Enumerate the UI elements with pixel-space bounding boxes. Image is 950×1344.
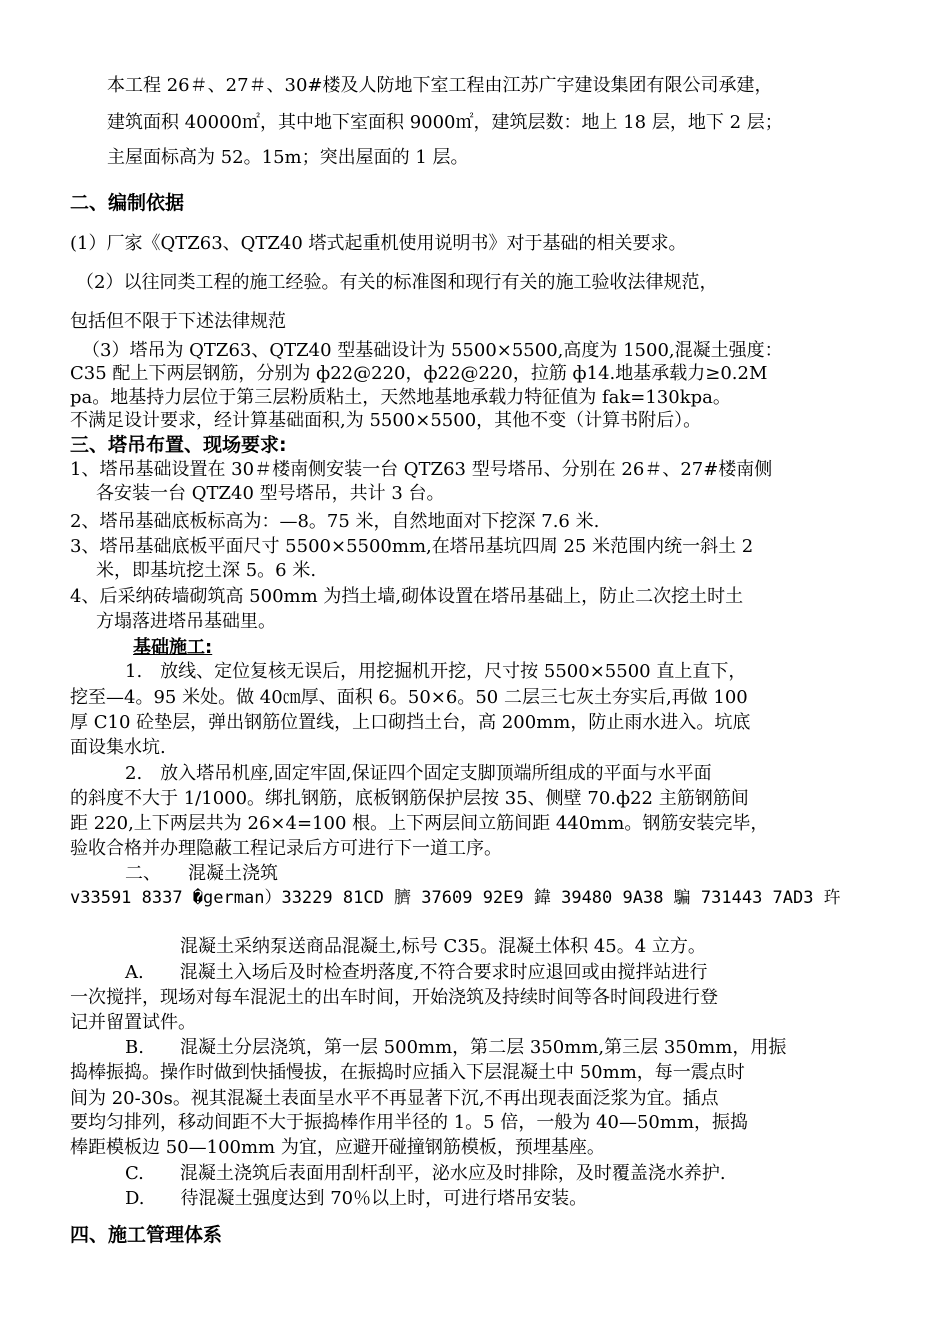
- garbled-code-line: v33591 8337 �german）33229 81CD 臍 37609 92E9 鍏 39480 9A38 騙 731443 7AD3 玝: [70, 888, 841, 908]
- layout-line: 米，即基坑挖土深 5。6 米.: [96, 560, 317, 581]
- basis-line: 不满足设计要求，经计算基础面积,为 5500×5500，其他不变（计算书附后）。: [70, 410, 702, 431]
- concrete-line: A. 混凝土入场后及时检查坍落度,不符合要求时应退回或由搅拌站进行: [125, 962, 708, 983]
- concrete-line: D. 待混凝土强度达到 70％以上时，可进行塔吊安装。: [125, 1188, 588, 1209]
- basis-line: (1）厂家《QTZ63、QTZ40 塔式起重机使用说明书》对于基础的相关要求。: [70, 233, 687, 254]
- section-heading-management: 四、施工管理体系: [70, 1224, 223, 1246]
- foundation-line: 面设集水坑.: [70, 737, 166, 758]
- section-heading-basis: 二、编制依据: [70, 192, 185, 214]
- foundation-line: 的斜度不大于 1/1000。绑扎钢筋，底板钢筋保护层按 35、侧壁 70.ф22 主筋钢筋间: [70, 788, 749, 809]
- layout-line: 3、塔吊基础底板平面尺寸 5500×5500mm,在塔吊基坑四周 25 米范围内统一斜土 2: [70, 536, 754, 557]
- foundation-line: 1. 放线、定位复核无误后，用挖掘机开挖，尺寸按 5500×5500 直上直下，: [125, 661, 747, 682]
- concrete-line: 记并留置试件。: [70, 1012, 196, 1033]
- concrete-line: 要均匀排列，移动间距不大于振捣棒作用半径的 1。5 倍，一般为 40—50mm，振捣: [70, 1112, 749, 1133]
- concrete-line: B. 混凝土分层浇筑，第一层 500mm，第二层 350mm,第三层 350mm，用振: [125, 1037, 787, 1058]
- foundation-line: 2. 放入塔吊机座,固定牢固,保证四个固定支脚顶端所组成的平面与水平面: [125, 763, 712, 784]
- section-heading-layout: 三、塔吊布置、现场要求:: [70, 434, 287, 456]
- layout-line: 4、后采纳砖墙砌筑高 500mm 为挡土墙,砌体设置在塔吊基础上，防止二次挖土时土: [70, 586, 744, 607]
- layout-line: 各安装一台 QTZ40 型号塔吊，共计 3 台。: [96, 483, 445, 504]
- basis-line: 包括但不限于下述法律规范: [70, 311, 286, 332]
- basis-line: C35 配上下两层钢筋，分别为 ф22@220，ф22@220，拉筋 ф14.地基承载力≥0.2M: [70, 363, 768, 384]
- foundation-line: 厚 C10 砼垫层，弹出钢筋位置线，上口砌挡土台，高 200mm，防止雨水进入。坑底: [70, 712, 751, 733]
- concrete-line: 间为 20-30s。视其混凝土表面呈水平不再显著下沉,不再出现表面泛浆为宜。插点: [70, 1088, 719, 1109]
- subheading-foundation: 基础施工:: [133, 637, 213, 658]
- concrete-line: 捣棒振捣。操作时做到快插慢拔，在振捣时应插入下层混凝土中 50mm，每一震点时: [70, 1062, 745, 1083]
- concrete-line: C. 混凝土浇筑后表面用刮杆刮平，泌水应及时排除，及时覆盖浇水养护.: [125, 1163, 726, 1184]
- concrete-line: 一次搅拌，现场对每车混泥土的出车时间，开始浇筑及持续时间等各时间段进行登: [70, 987, 718, 1008]
- basis-line: （3）塔吊为 QTZ63、QTZ40 型基础设计为 5500×5500,高度为 1500,混凝土强度：: [82, 340, 783, 361]
- concrete-intro: 混凝土采纳泵送商品混凝土,标号 C35。混凝土体积 45。4 立方。: [180, 936, 706, 957]
- foundation-line: 验收合格并办理隐蔽工程记录后方可进行下一道工序。: [70, 838, 502, 859]
- intro-line: 主屋面标高为 52。15m；突出屋面的 1 层。: [107, 147, 469, 168]
- foundation-line: 挖至—4。95 米处。做 40㎝厚、面积 6。50×6。50 二层三七灰土夯实后,再做 100: [70, 687, 748, 708]
- layout-line: 2、塔吊基础底板标高为：—8。75 米，自然地面对下挖深 7.6 米.: [70, 511, 600, 532]
- intro-line: 本工程 26＃、27＃、30#楼及人防地下室工程由江苏广宇建设集团有限公司承建，: [107, 75, 773, 96]
- layout-line: 1、塔吊基础设置在 30＃楼南侧安装一台 QTZ63 型号塔吊、分别在 26＃、27#楼南侧: [70, 459, 773, 480]
- layout-line: 方塌落进塔吊基础里。: [96, 611, 276, 632]
- basis-line: （2）以往同类工程的施工经验。有关的标准图和现行有关的施工验收法律规范，: [76, 272, 718, 293]
- intro-line: 建筑面积 40000㎡，其中地下室面积 9000㎡，建筑层数：地上 18 层，地下 2 层；: [107, 112, 783, 133]
- concrete-line: 棒距模板边 50—100mm 为宜，应避开碰撞钢筋模板，预埋基座。: [70, 1137, 605, 1158]
- basis-line: pa。地基持力层位于第三层粉质粘土，天然地基地承载力特征值为 fak=130kpa。: [70, 387, 731, 408]
- foundation-line: 距 220,上下两层共为 26×4=100 根。上下两层间立筋间距 440mm。钢筋安装完毕，: [70, 813, 769, 834]
- subheading-concrete: 二、 混凝土浇筑: [125, 863, 278, 884]
